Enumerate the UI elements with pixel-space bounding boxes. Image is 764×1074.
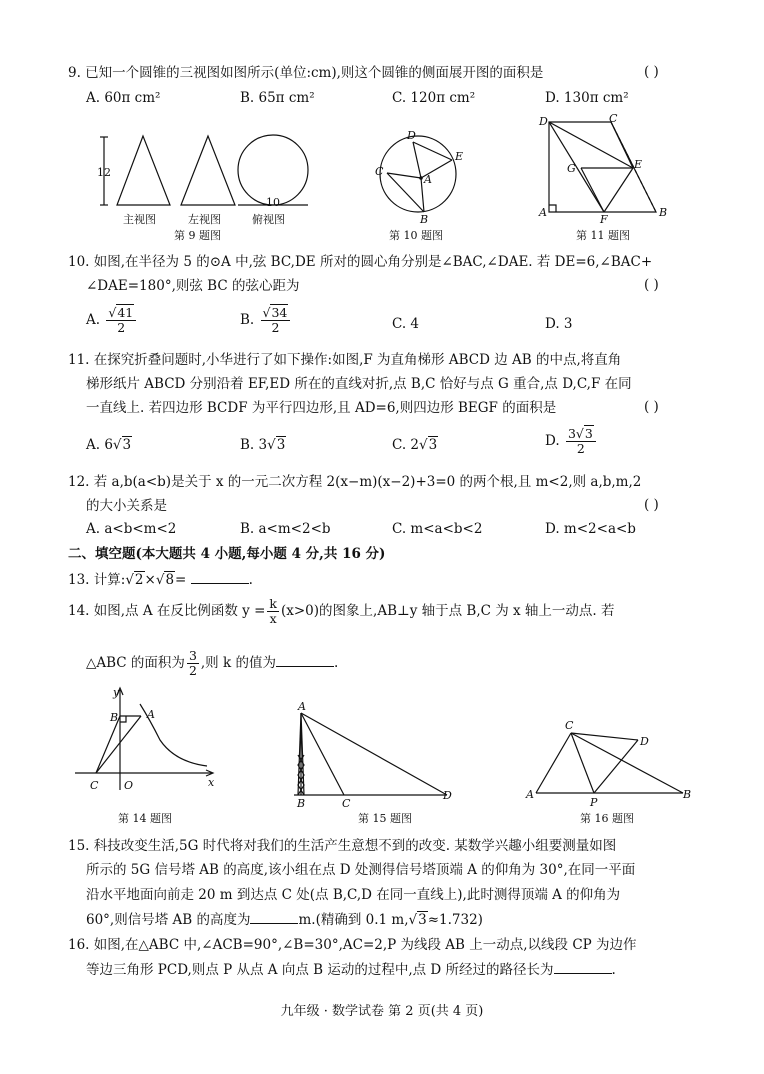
q16-answer-blank[interactable] <box>554 960 612 974</box>
q15-line4: 60°,则信号塔 AB 的高度为 m.(精确到 0.1 m,√3≈1.732) <box>86 912 483 928</box>
fig16-caption: 第 16 题图 <box>580 812 634 825</box>
section-2-heading: 二、填空题(本大题共 4 小题,每小题 4 分,共 16 分) <box>68 546 386 562</box>
q10-line2: ∠DAE=180°,则弦 BC 的弦心距为 <box>86 278 300 294</box>
q9-paren: ( ) <box>644 64 659 80</box>
q9-option-b: B. 65π cm² <box>240 90 315 106</box>
fig16-label-a: A <box>526 788 534 801</box>
q16-line1: 16. 如图,在△ABC 中,∠ACB=90°,∠B=30°,AC=2,P 为线段 AB 上一动点,以线段 CP 为边作 <box>68 937 637 953</box>
q10-option-a: A. $\frac{√41}{2}$ <box>86 306 138 335</box>
fig9-label-front: 主视图 <box>123 213 156 226</box>
q10-line1: 10. 如图,在半径为 5 的⊙A 中,弦 BC,DE 所对的圆心角分别是∠BAC,∠DAE. 若 DE=6,∠BAC+ <box>68 254 653 270</box>
fig11-label-a: A <box>539 206 547 219</box>
q9-option-c: C. 120π cm² <box>392 90 476 106</box>
q11-line2: 梯形纸片 ABCD 分别沿着 EF,ED 所在的直线对折,点 B,C 恰好与点 G 重合,点 D,C,F 在同 <box>86 376 632 392</box>
fig10-label-b: B <box>420 213 429 226</box>
fig15-caption: 第 15 题图 <box>358 812 412 825</box>
q11-option-a: A. 6√3 <box>86 437 132 453</box>
fig15-label-c: C <box>342 797 351 810</box>
fig15-label-d: D <box>443 789 452 802</box>
q12-paren: ( ) <box>644 497 659 513</box>
fig10-caption: 第 10 题图 <box>389 229 443 242</box>
fig15-diagram <box>294 713 447 795</box>
fig9-dim-width: 10 <box>266 196 280 209</box>
q10-paren: ( ) <box>644 277 659 293</box>
q9-text: 9. 已知一个圆锥的三视图如图所示(单位:cm),则这个圆锥的侧面展开图的面积是 <box>68 65 544 81</box>
q11-option-c: C. 2√3 <box>392 437 438 453</box>
q15-line2: 所示的 5G 信号塔 AB 的高度,该小组在点 D 处测得信号塔顶端 A 的仰角为 30°,在同一平面 <box>86 862 636 878</box>
fig16-label-b: B <box>683 788 692 801</box>
q10-option-d: D. 3 <box>545 316 573 332</box>
fig14-diagram <box>75 688 213 790</box>
fig11-caption: 第 11 题图 <box>576 229 630 242</box>
fig11-label-d: D <box>539 115 548 128</box>
fig10-label-d: D <box>407 129 416 142</box>
fig11-label-f: F <box>600 213 608 226</box>
q12-line2: 的大小关系是 <box>86 498 167 514</box>
q13-line: 13. 计算:√2×√8= . <box>68 572 253 588</box>
fig16-diagram <box>536 733 683 793</box>
q15-line1: 15. 科技改变生活,5G 时代将对我们的生活产生意想不到的改变. 某数学兴趣小组要测量如图 <box>68 838 617 854</box>
fig14-label-x: x <box>208 776 215 789</box>
fig14-caption: 第 14 题图 <box>118 812 172 825</box>
page-footer: 九年级 · 数学试卷 第 2 页(共 4 页) <box>280 1004 484 1019</box>
q14-line1: 14. 如图,点 A 在反比例函数 y = $\frac{k}{x}$ (x>0)的图象上,AB⊥y 轴于点 B,C 为 x 轴上一动点. 若 <box>68 596 615 626</box>
fig16-label-c: C <box>565 719 574 732</box>
q11-line1: 11. 在探究折叠问题时,小华进行了如下操作:如图,F 为直角梯形 ABCD 边 AB 的中点,将直角 <box>68 352 622 368</box>
fig9-side-view <box>181 136 235 205</box>
q12-line1: 12. 若 a,b(a<b)是关于 x 的一元二次方程 2(x−m)(x−2)+3=0 的两个根,且 m<2,则 a,b,m,2 <box>68 474 642 490</box>
fig10-label-c: C <box>375 165 384 178</box>
q12-option-d: D. m<2<a<b <box>545 521 636 537</box>
fig11-label-c: C <box>609 112 618 125</box>
fig9-top-view <box>238 135 308 205</box>
q11-option-b: B. 3√3 <box>240 437 286 453</box>
fig16-label-d: D <box>640 735 649 748</box>
fig16-label-p: P <box>590 796 598 809</box>
fig10-label-e: E <box>455 150 464 163</box>
q10-option-c: C. 4 <box>392 316 420 332</box>
fig15-label-b: B <box>297 797 306 810</box>
fig14-label-y: y <box>113 686 120 699</box>
q11-line3: 一直线上. 若四边形 BCDF 为平行四边形,且 AD=6,则四边形 BEGF 的面积是 <box>86 400 557 416</box>
q14-line2: △ABC 的面积为 $\frac{3}{2}$ ,则 k 的值为 . <box>86 648 339 678</box>
q12-option-b: B. a<m<2<b <box>240 521 331 537</box>
fig11-label-g: G <box>567 162 576 175</box>
fig15-label-a: A <box>298 700 306 713</box>
q13-answer-blank[interactable] <box>191 570 249 584</box>
fig9-label-side: 左视图 <box>188 213 221 226</box>
q9-option-d: D. 130π cm² <box>545 90 629 106</box>
q12-option-c: C. m<a<b<2 <box>392 521 483 537</box>
q11-option-d: D. $\frac{3√3}{2}$ <box>545 427 598 456</box>
q12-option-a: A. a<b<m<2 <box>86 521 177 537</box>
fig14-label-b: B <box>110 711 119 724</box>
fig11-label-e: E <box>634 158 643 171</box>
fig10-label-a: A <box>424 173 432 186</box>
fig9-dim-height: 12 <box>97 166 111 179</box>
q11-paren: ( ) <box>644 399 659 415</box>
fig14-label-a: A <box>147 708 155 721</box>
q14-answer-blank[interactable] <box>276 653 334 667</box>
fig10-diagram <box>380 136 456 212</box>
fig14-label-o: O <box>124 779 134 792</box>
q10-option-b: B. $\frac{√34}{2}$ <box>240 306 292 335</box>
fig14-label-c: C <box>90 779 99 792</box>
fig11-label-b: B <box>659 206 668 219</box>
q15-answer-blank[interactable] <box>250 910 298 924</box>
q15-line3: 沿水平地面向前走 20 m 到达点 C 处(点 B,C,D 在同一直线上),此时测得顶端 A 的仰角为 <box>86 887 621 903</box>
fig9-caption: 第 9 题图 <box>174 229 221 242</box>
q16-line2: 等边三角形 PCD,则点 P 从点 A 向点 B 运动的过程中,点 D 所经过的路径长为 . <box>86 962 616 978</box>
q9-option-a: A. 60π cm² <box>86 90 161 106</box>
fig9-label-top: 俯视图 <box>252 213 285 226</box>
